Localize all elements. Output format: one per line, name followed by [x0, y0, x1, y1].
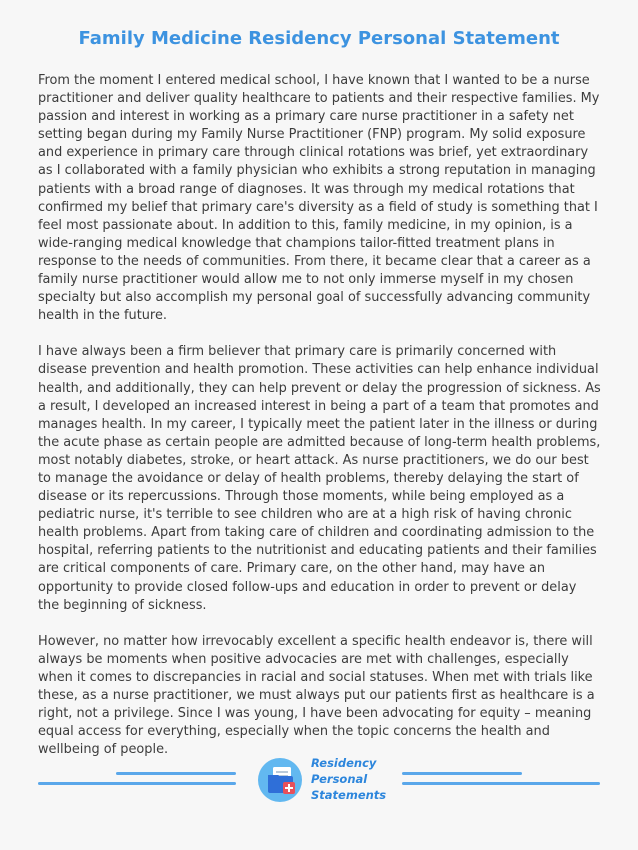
logo-line-1: Residency — [311, 756, 377, 770]
footer-divider-left-lower — [38, 782, 236, 785]
footer-divider-left-upper — [116, 772, 236, 775]
statement-body — [38, 72, 601, 777]
logo-line-3: Statements — [311, 788, 387, 802]
footer-divider-right-lower — [402, 782, 600, 785]
paragraph-1: From the moment I entered medical school, I have known that I wanted to be a nurse practitioner and deliver quality healthcare to patients and their respective families. My passion and interest in working as a primary care nurse practitioner in a safety net setting began during my Family Nurse Practitioner (FNP) program. My solid exposure and experience in primary care through clinical rotations was brief, yet extraordinary as I collaborated with a family physician who exhibits a strong reputation in managing patients with a broad range of diagnoses. It was through my medical rotations that confirmed my belief that primary care's diversity as a field of study is something that I feel most passionate about. In addition to this, family medicine, in my opinion, is a wide-ranging medical knowledge that champions tailor-fitted treatment plans in response to the needs of communities. From there, it became clear that a career as a family nurse practitioner would allow me to not only immerse myself in my chosen specialty but also accomplish my personal goal of successfully advancing community health in the future. — [38, 73, 600, 324]
logo-badge — [258, 758, 302, 802]
footer-divider-right-upper — [402, 772, 522, 775]
logo-line-2: Personal — [311, 772, 368, 786]
folder-medical-icon — [258, 758, 302, 802]
footer — [0, 752, 638, 812]
paragraph-2: I have always been a firm believer that primary care is primarily concerned with disease prevention and health promotion. These activities can help enhance individual health, and additionally, they can help prevent or delay the progression of sickness. As a result, I developed an increased interest in being a part of a team that promotes and manages health. In my career, I typically meet the patient later in the illness or during the acute phase as certain people are admitted because of long-term health problems, most notably diabetes, stroke, or heart attack. As nurse practitioners, we do our best to manage the avoidance or delay of health problems, thereby delaying the start of disease or its repercussions. Through those moments, while being employed as a pediatric nurse, it's terrible to see children who are at a high risk of having chronic health problems. Apart from taking care of children and coordinating admission to the hospital, referring patients to the nutritionist and educating patients and their families are critical components of care. Primary care, on the other hand, may have an opportunity to provide closed follow-ups and education in order to prevent or delay the beginning of sickness. — [38, 344, 601, 613]
logo-wordmark — [311, 755, 386, 803]
page-title: Family Medicine Residency Personal Statement — [78, 28, 560, 49]
paragraph-3: However, no matter how irrevocably excellent a specific health endeavor is, there will always be moments when positive advocacies are met with challenges, especially when it comes to discrepancies in racial and social statuses. When met with trials like these, as a nurse practitioner, we must always put our patients first as healthcare is a right, not a privilege. Since I was young, I have been advocating for equity – meaning equal access for everything, especially when the topic concerns the health and wellbeing of people. — [38, 633, 595, 758]
